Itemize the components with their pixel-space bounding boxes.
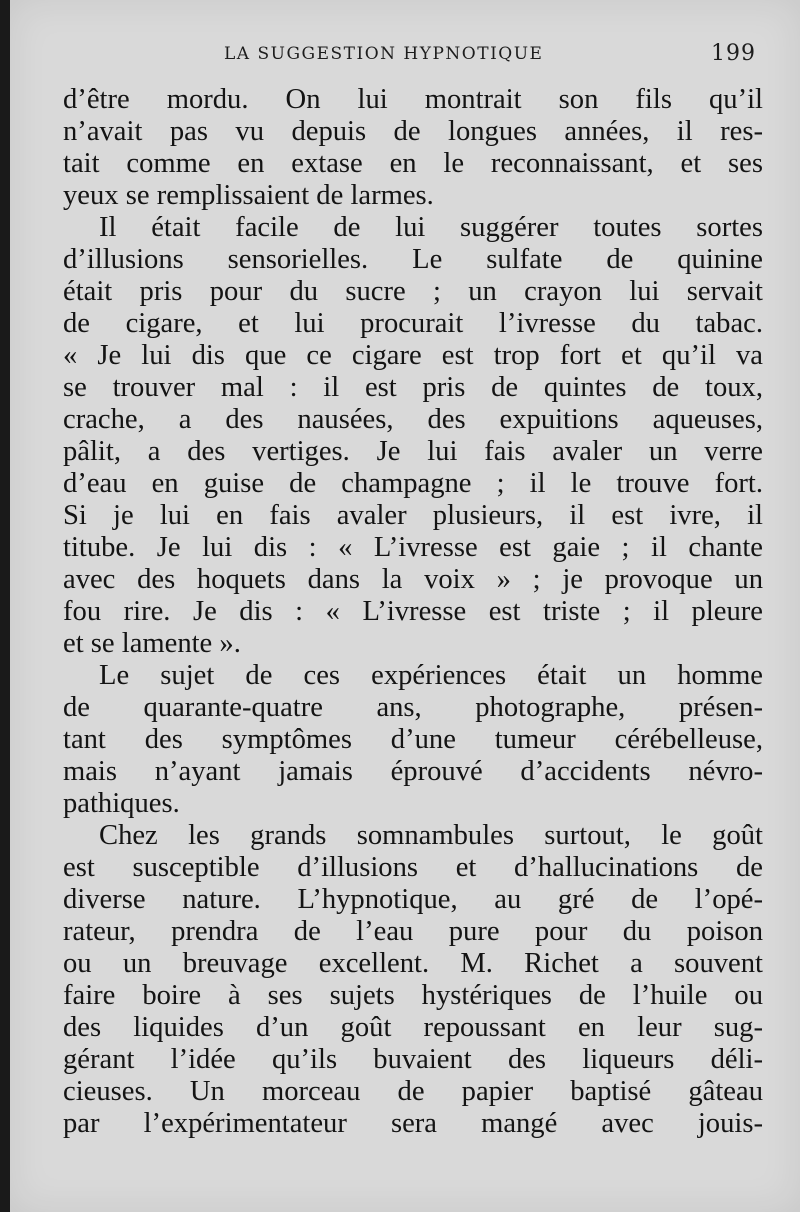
text-line: était pris pour du sucre ; un crayon lui servait (63, 276, 763, 307)
text-line: par l’expérimentateur sera mangé avec jouis- (63, 1108, 763, 1139)
text-line: pathiques. (63, 788, 180, 819)
text-line: de cigare, et lui procurait l’ivresse du tabac. (63, 308, 763, 339)
text-line: faire boire à ses sujets hystériques de l’huile ou (63, 980, 763, 1011)
text-line: rateur, prendra de l’eau pure pour du poison (63, 916, 763, 947)
page-header (10, 41, 800, 74)
text-line: tant des symptômes d’une tumeur cérébelleuse, (63, 724, 763, 755)
text-line: diverse nature. L’hypnotique, au gré de l’opé- (63, 884, 763, 915)
text-line: gérant l’idée qu’ils buvaient des liqueurs déli- (63, 1044, 763, 1075)
text-line: se trouver mal : il est pris de quintes de toux, (63, 372, 763, 403)
text-line: d’être mordu. On lui montrait son fils qu’il (63, 84, 763, 115)
text-line: Il était facile de lui suggérer toutes sortes (99, 212, 763, 243)
text-line: tait comme en extase en le reconnaissant, et ses (63, 148, 763, 179)
text-line: et se lamente ». (63, 628, 241, 659)
text-line: mais n’ayant jamais éprouvé d’accidents névro- (63, 756, 763, 787)
text-line: Le sujet de ces expériences était un homme (99, 660, 763, 691)
text-line: pâlit, a des vertiges. Je lui fais avaler un verre (63, 436, 763, 467)
text-line: yeux se remplissaient de larmes. (63, 180, 434, 211)
text-line: d’eau en guise de champagne ; il le trouve fort. (63, 468, 763, 499)
text-line: est susceptible d’illusions et d’hallucinations de (63, 852, 763, 883)
book-page (10, 0, 800, 1212)
text-line: fou rire. Je dis : « L’ivresse est triste ; il pleure (63, 596, 763, 627)
text-line: des liquides d’un goût repoussant en leur sug- (63, 1012, 763, 1043)
text-line: de quarante-quatre ans, photographe, présen- (63, 692, 763, 723)
text-line: titube. Je lui dis : « L’ivresse est gaie ; il chante (63, 532, 763, 563)
text-line: Si je lui en fais avaler plusieurs, il est ivre, il (63, 500, 763, 531)
page-number: 199 (711, 41, 756, 66)
text-line: n’avait pas vu depuis de longues années, il res- (63, 116, 763, 147)
text-line: Chez les grands somnambules surtout, le goût (99, 820, 763, 851)
text-line: ou un breuvage excellent. M. Richet a souvent (63, 948, 763, 979)
text-line: crache, a des nausées, des expuitions aqueuses, (63, 404, 763, 435)
running-head: LA SUGGESTION HYPNOTIQUE (224, 44, 544, 64)
text-line: cieuses. Un morceau de papier baptisé gâteau (63, 1076, 763, 1107)
text-line: d’illusions sensorielles. Le sulfate de quinine (63, 244, 763, 275)
text-line: « Je lui dis que ce cigare est trop fort et qu’il va (63, 340, 763, 371)
body-text (63, 84, 763, 1140)
text-line: avec des hoquets dans la voix » ; je provoque un (63, 564, 763, 595)
